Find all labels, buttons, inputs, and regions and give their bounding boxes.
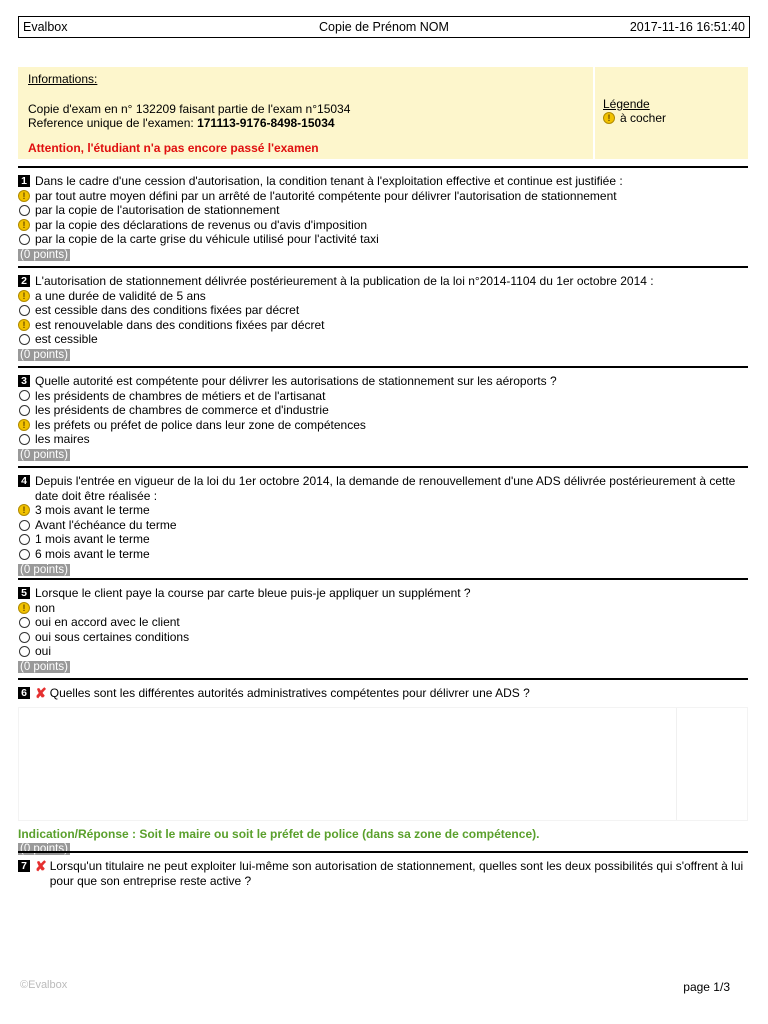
exclamation-icon: ! xyxy=(18,419,30,431)
question-header xyxy=(18,174,748,189)
indication-text: Indication/Réponse : Soit le maire ou soit le préfet de police (dans sa zone de compétence). xyxy=(18,826,540,841)
answer-option[interactable] xyxy=(18,218,748,233)
points-badge: (0 points) xyxy=(20,842,68,855)
option-label: oui sous certaines conditions xyxy=(35,629,190,644)
option-label: est cessible xyxy=(35,332,98,347)
answer-option[interactable] xyxy=(18,203,748,218)
answer-option[interactable] xyxy=(18,232,748,247)
info-panel xyxy=(18,67,748,159)
question-text: L'autorisation de stationnement délivrée postérieurement à la publication de la loi n°2014-1104 du 1er octobre 2014 : xyxy=(35,274,654,288)
option-label: non xyxy=(35,600,56,615)
answer-option[interactable] xyxy=(18,403,748,418)
answer-option[interactable] xyxy=(18,289,748,304)
question-text: Quelle autorité est compétente pour délivrer les autorisations de stationnement sur les aéroports ? xyxy=(35,374,557,388)
radio-button[interactable] xyxy=(19,305,30,316)
info-details xyxy=(18,67,595,159)
radio-button[interactable] xyxy=(19,234,30,245)
question-3 xyxy=(18,366,748,461)
cross-icon: ✘ xyxy=(35,858,47,874)
radio-button[interactable] xyxy=(19,334,30,345)
reference-value: 171113-9176-8498-15034 xyxy=(197,116,335,130)
points-badge: (0 points) xyxy=(20,660,68,673)
question-4 xyxy=(18,466,748,576)
exclamation-icon: ! xyxy=(18,504,30,516)
radio-button[interactable] xyxy=(19,534,30,545)
question-text: Quelles sont les différentes autorités administratives compétentes pour délivrer une ADS ? xyxy=(49,686,530,700)
copy-line: Copie d'exam en n° 132209 faisant partie de l'exam n°15034 xyxy=(28,102,351,116)
option-label: par la copie de l'autorisation de stationnement xyxy=(35,203,280,218)
radio-button[interactable] xyxy=(19,549,30,560)
radio-button[interactable] xyxy=(19,405,30,416)
warning-text: Attention, l'étudiant n'a pas encore passé l'examen xyxy=(28,141,319,155)
answer-option[interactable] xyxy=(18,303,748,318)
option-label: Avant l'échéance du terme xyxy=(35,517,177,532)
option-label: les préfets ou préfet de police dans leur zone de compétences xyxy=(35,417,366,432)
question-header xyxy=(18,586,748,601)
question-header xyxy=(18,686,748,701)
points-badge: (0 points) xyxy=(20,348,68,361)
option-label: 6 mois avant le terme xyxy=(35,546,150,561)
radio-button[interactable] xyxy=(19,632,30,643)
question-number: 4 xyxy=(18,475,30,487)
question-header xyxy=(18,274,748,289)
info-title: Informations: xyxy=(28,72,98,86)
reference-line xyxy=(28,116,583,130)
option-label: les présidents de chambres de métiers et de l'artisanat xyxy=(35,388,326,403)
question-number: 3 xyxy=(18,375,30,387)
points-badge: (0 points) xyxy=(20,563,68,576)
option-label: les présidents de chambres de commerce et d'industrie xyxy=(35,403,329,418)
cross-icon: ✘ xyxy=(35,685,47,701)
answer-option[interactable] xyxy=(18,418,748,433)
legend-item-label: à cocher xyxy=(620,111,667,125)
question-text: Dans le cadre d'une cession d'autorisation, la condition tenant à l'exploitation effective et continue est justifiée : xyxy=(35,174,623,188)
radio-button[interactable] xyxy=(19,390,30,401)
question-1 xyxy=(18,166,748,261)
question-header xyxy=(18,474,748,503)
answer-option[interactable] xyxy=(18,518,748,533)
exclamation-icon: ! xyxy=(18,219,30,231)
datetime: 2017-11-16 16:51:40 xyxy=(629,20,745,34)
answer-option[interactable] xyxy=(18,432,748,447)
answer-option[interactable] xyxy=(18,601,748,616)
answer-option[interactable] xyxy=(18,644,748,659)
question-header xyxy=(18,374,748,389)
option-label: par la copie des déclarations de revenus ou d'avis d'imposition xyxy=(35,217,368,232)
document-title: Copie de Prénom NOM xyxy=(319,20,449,34)
option-label: par tout autre moyen défini par un arrêté de l'autorité compétente pour délivrer l'autorisation de stationnement xyxy=(35,188,617,203)
exclamation-icon: ! xyxy=(18,290,30,302)
question-header xyxy=(18,859,748,888)
option-label: les maires xyxy=(35,432,90,447)
answer-area[interactable] xyxy=(18,707,748,821)
legend-title: Légende xyxy=(603,97,650,111)
reference-label: Reference unique de l'examen: xyxy=(28,116,198,130)
option-label: oui en accord avec le client xyxy=(35,615,180,630)
answer-option[interactable] xyxy=(18,503,748,518)
app-name: Evalbox xyxy=(23,20,68,34)
exclamation-icon: ! xyxy=(18,190,30,202)
page-header xyxy=(18,16,750,38)
question-number: 2 xyxy=(18,275,30,287)
option-label: oui xyxy=(35,644,52,659)
answer-option[interactable] xyxy=(18,532,748,547)
option-label: est cessible dans des conditions fixées par décret xyxy=(35,303,300,318)
question-number: 5 xyxy=(18,587,30,599)
radio-button[interactable] xyxy=(19,434,30,445)
legend-item xyxy=(603,111,740,125)
option-label: a une durée de validité de 5 ans xyxy=(35,288,206,303)
radio-button[interactable] xyxy=(19,520,30,531)
question-text: Lorsqu'un titulaire ne peut exploiter lui-même son autorisation de stationnement, quelles sont les deux possibilités qui s'offrent à lui pour que son entreprise reste active ? xyxy=(49,859,744,888)
answer-option[interactable] xyxy=(18,318,748,333)
radio-button[interactable] xyxy=(19,617,30,628)
exclamation-icon: ! xyxy=(603,112,615,124)
question-number: 1 xyxy=(18,175,30,187)
question-6 xyxy=(18,678,748,855)
answer-option[interactable] xyxy=(18,389,748,404)
page-number: page 1/3 xyxy=(683,980,730,994)
question-number: 6 xyxy=(18,687,30,699)
question-5 xyxy=(18,578,748,673)
question-text: Depuis l'entrée en vigueur de la loi du 1er octobre 2014, la demande de renouvellement d'une ADS délivrée postérieurement à cette date doit être réalisée : xyxy=(35,474,736,503)
option-label: par la copie de la carte grise du véhicule utilisé pour l'activité taxi xyxy=(35,232,379,247)
radio-button[interactable] xyxy=(19,205,30,216)
option-label: 1 mois avant le terme xyxy=(35,532,150,547)
legend xyxy=(595,67,748,159)
exclamation-icon: ! xyxy=(18,602,30,614)
answer-option[interactable] xyxy=(18,615,748,630)
option-label: est renouvelable dans des conditions fixées par décret xyxy=(35,317,325,332)
exclamation-icon: ! xyxy=(18,319,30,331)
footer-copyright: ©Evalbox xyxy=(20,979,68,991)
question-2 xyxy=(18,266,748,361)
answer-option[interactable] xyxy=(18,630,748,645)
question-text: Lorsque le client paye la course par carte bleue puis-je appliquer un supplément ? xyxy=(35,586,471,600)
points-badge: (0 points) xyxy=(20,248,68,261)
points-badge: (0 points) xyxy=(20,448,68,461)
question-7 xyxy=(18,851,748,888)
question-number: 7 xyxy=(18,860,30,872)
answer-option[interactable] xyxy=(18,547,748,562)
answer-option[interactable] xyxy=(18,332,748,347)
answer-option[interactable] xyxy=(18,189,748,204)
radio-button[interactable] xyxy=(19,646,30,657)
option-label: 3 mois avant le terme xyxy=(35,503,150,518)
